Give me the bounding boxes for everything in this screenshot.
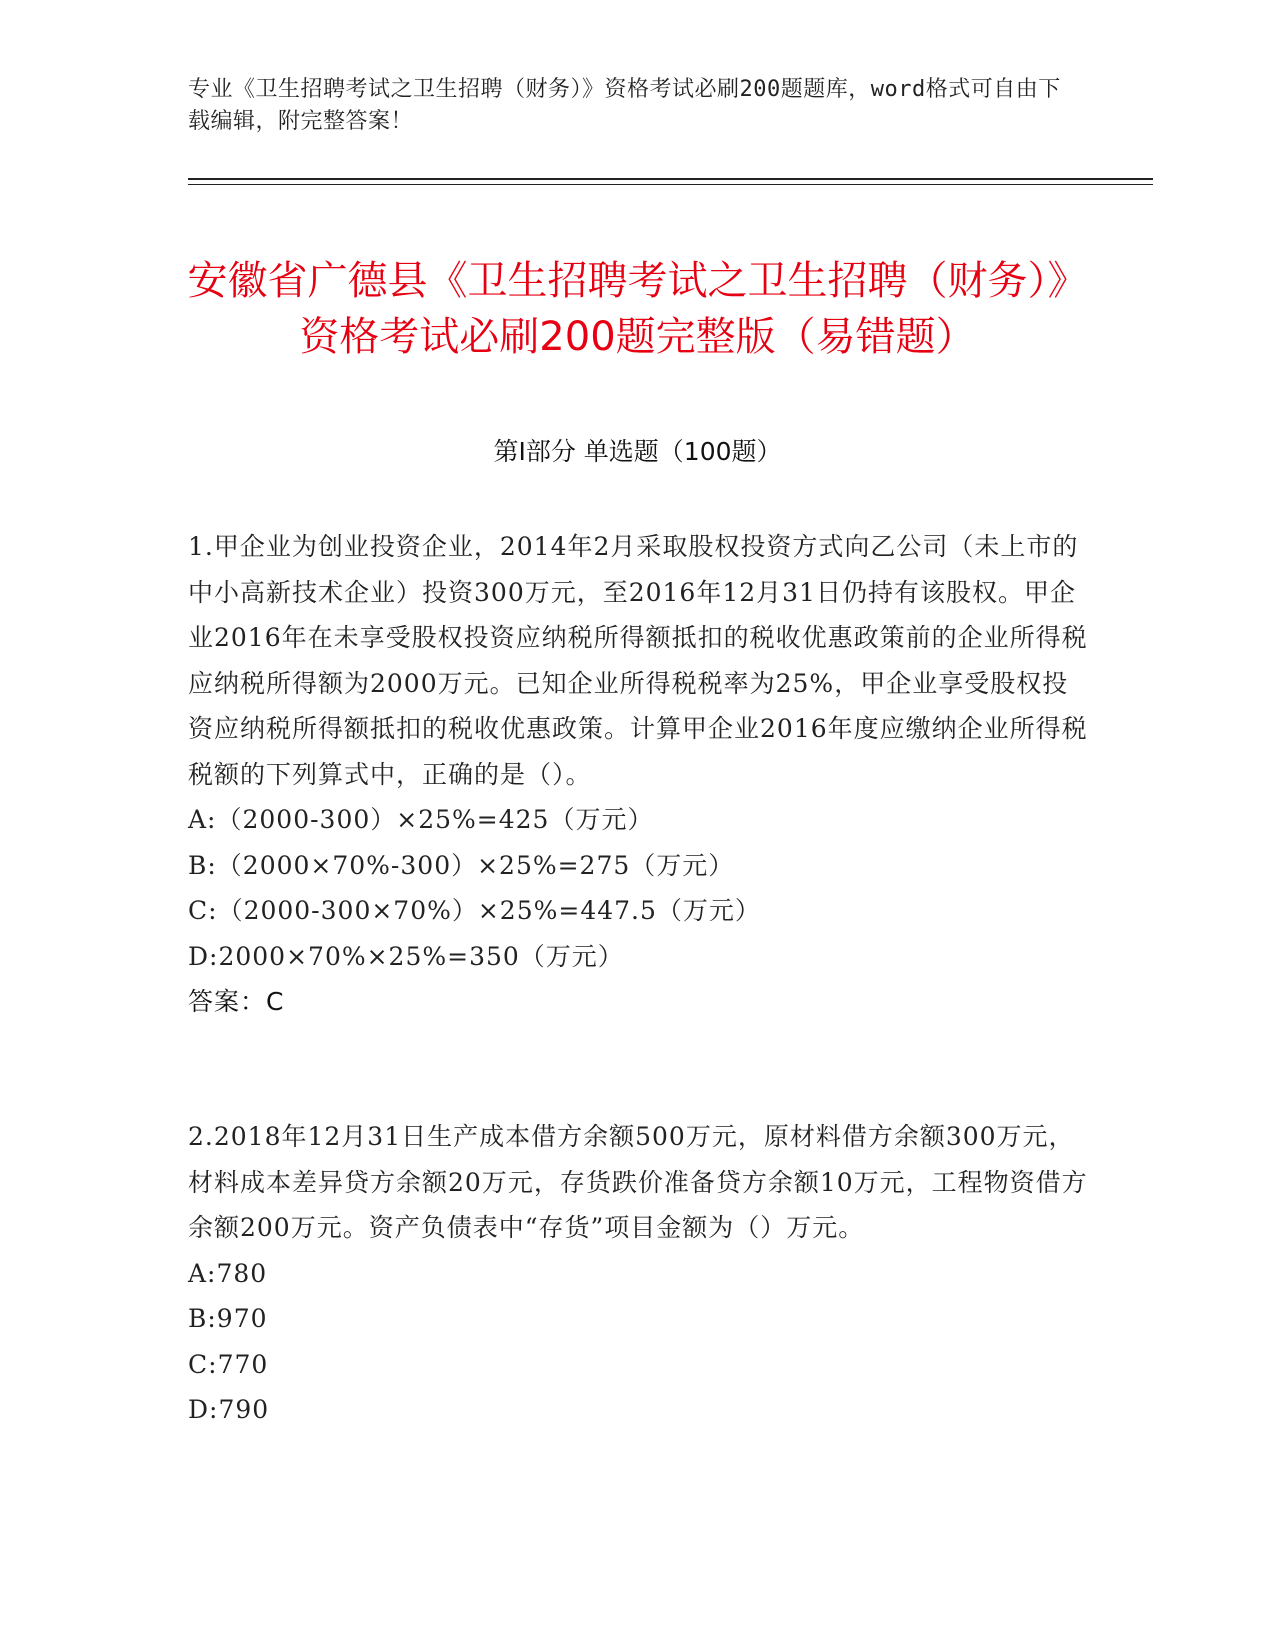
option-a <box>188 797 1088 843</box>
option-letter: C: <box>188 896 218 925</box>
option-c <box>188 1342 1088 1388</box>
option-letter: A: <box>188 1258 217 1288</box>
header-divider-thick <box>188 178 1153 180</box>
option-text: 780 <box>216 1258 268 1288</box>
option-text: 770 <box>217 1349 269 1379</box>
option-letter: B: <box>188 1304 217 1333</box>
option-text: （2000-300）×25%=425（万元） <box>216 805 654 834</box>
question-stem: 2.2018年12月31日生产成本借方余额500万元，原材料借方余额300万元，材料成本差异贷方余额20万元，存货跌价准备贷方余额10万元，工程物资借方余额200万元。资产负债表中“存货”项目金额为（）万元。 <box>188 1122 1088 1242</box>
option-d <box>188 1387 1088 1433</box>
option-text: 2000×70%×25%=350（万元） <box>218 941 624 971</box>
option-d <box>188 934 1088 980</box>
option-letter: A: <box>188 805 217 834</box>
option-letter: D: <box>188 941 219 971</box>
option-c <box>188 888 1088 934</box>
answer-line: 答案：C <box>188 987 285 1016</box>
option-letter: C: <box>188 1349 218 1379</box>
question-1 <box>188 524 1088 1025</box>
option-b <box>188 1296 1088 1342</box>
document-title: 安徽省广德县《卫生招聘考试之卫生招聘（财务）》资格考试必刷200题完整版（易错题） <box>187 257 1088 360</box>
option-text: 970 <box>216 1304 268 1333</box>
header-divider-thin <box>188 184 1153 185</box>
option-text: 790 <box>218 1395 270 1424</box>
option-text: （2000-300×70%）×25%=447.5（万元） <box>217 896 761 925</box>
header-note: 专业《卫生招聘考试之卫生招聘（财务）》资格考试必刷200题题库，word格式可自由下载编辑，附完整答案！ <box>188 77 1061 134</box>
section-heading: 第Ⅰ部分 单选题（100题） <box>493 437 782 466</box>
option-letter: D: <box>188 1395 219 1424</box>
option-text: （2000×70%-300）×25%=275（万元） <box>216 850 735 880</box>
option-a <box>188 1251 1088 1297</box>
question-2 <box>188 1114 1088 1433</box>
question-stem: 1.甲企业为创业投资企业，2014年2月采取股权投资方式向乙公司（未上市的中小高新技术企业）投资300万元，至2016年12月31日仍持有该股权。甲企业2016年在未享受股权投资应纳税所得额抵扣的税收优惠政策前的企业所得税应纳税所得额为2000万元。已知企业所得税税率为25%，甲企业享受股权投资应纳税所得额抵扣的税收优惠政策。计算甲企业2016年度应缴纳企业所得税税额的下列算式中，正确的是（）。 <box>188 532 1088 789</box>
option-letter: B: <box>188 850 217 880</box>
option-b <box>188 843 1088 889</box>
